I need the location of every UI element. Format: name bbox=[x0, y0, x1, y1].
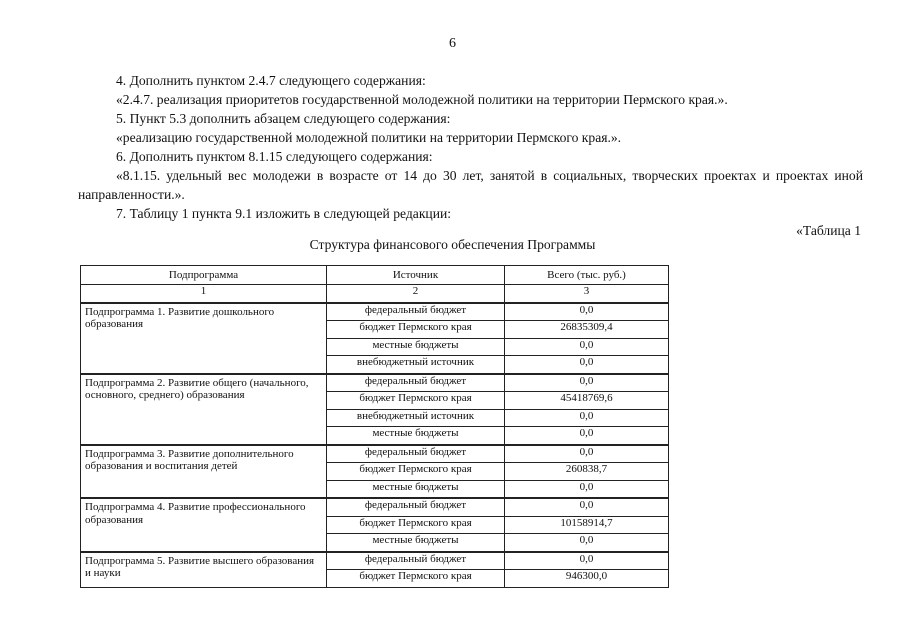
table-label: «Таблица 1 bbox=[796, 223, 861, 238]
table-row bbox=[81, 552, 669, 570]
header-subprogram: Подпрограмма bbox=[81, 266, 327, 285]
column-number-row bbox=[81, 285, 669, 303]
funding-source: федеральный бюджет bbox=[327, 552, 505, 570]
funding-total: 0,0 bbox=[505, 480, 669, 498]
funding-total: 0,0 bbox=[505, 338, 669, 356]
column-number: 2 bbox=[327, 285, 505, 303]
funding-source: местные бюджеты bbox=[327, 534, 505, 552]
funding-source: местные бюджеты bbox=[327, 427, 505, 445]
funding-total: 10158914,7 bbox=[505, 516, 669, 534]
subprogram-name: Подпрограмма 3. Развитие дополнительного образования и воспитания детей bbox=[81, 445, 327, 499]
table-row bbox=[81, 374, 669, 392]
funding-source: федеральный бюджет bbox=[327, 374, 505, 392]
funding-total: 0,0 bbox=[505, 498, 669, 516]
page-number: 6 bbox=[449, 36, 456, 51]
paragraph-4: 4. Дополнить пунктом 2.4.7 следующего содержания: bbox=[116, 73, 426, 88]
paragraph-5: 5. Пункт 5.3 дополнить абзацем следующего содержания: bbox=[116, 111, 451, 126]
header-total: Всего (тыс. руб.) bbox=[505, 266, 669, 285]
table-header-row bbox=[81, 266, 669, 285]
funding-total: 0,0 bbox=[505, 427, 669, 445]
funding-source: местные бюджеты bbox=[327, 338, 505, 356]
funding-source: бюджет Пермского края bbox=[327, 392, 505, 410]
table-row bbox=[81, 303, 669, 321]
subprogram-name: Подпрограмма 4. Развитие профессионального образования bbox=[81, 498, 327, 552]
funding-total: 0,0 bbox=[505, 534, 669, 552]
funding-source: федеральный бюджет bbox=[327, 303, 505, 321]
column-number: 1 bbox=[81, 285, 327, 303]
funding-source: бюджет Пермского края bbox=[327, 570, 505, 588]
financing-table bbox=[80, 265, 669, 588]
funding-source: федеральный бюджет bbox=[327, 498, 505, 516]
subprogram-name: Подпрограмма 1. Развитие дошкольного образования bbox=[81, 303, 327, 374]
funding-total: 0,0 bbox=[505, 445, 669, 463]
funding-source: внебюджетный источник bbox=[327, 356, 505, 374]
funding-total: 0,0 bbox=[505, 303, 669, 321]
paragraph-7: 7. Таблицу 1 пункта 9.1 изложить в следующей редакции: bbox=[116, 206, 452, 221]
funding-source: внебюджетный источник bbox=[327, 409, 505, 427]
funding-source: бюджет Пермского края bbox=[327, 321, 505, 339]
funding-source: федеральный бюджет bbox=[327, 445, 505, 463]
funding-total: 0,0 bbox=[505, 356, 669, 374]
paragraph-2-4-7: «2.4.7. реализация приоритетов государственной молодежной политики на территории Пермского края.». bbox=[116, 92, 728, 107]
table-row bbox=[81, 445, 669, 463]
paragraph-6: 6. Дополнить пунктом 8.1.15 следующего содержания: bbox=[116, 149, 433, 164]
funding-total: 45418769,6 bbox=[505, 392, 669, 410]
funding-total: 260838,7 bbox=[505, 463, 669, 481]
funding-total: 0,0 bbox=[505, 552, 669, 570]
subprogram-name: Подпрограмма 2. Развитие общего (начального, основного, среднего) образования bbox=[81, 374, 327, 445]
table-row bbox=[81, 498, 669, 516]
funding-total: 946300,0 bbox=[505, 570, 669, 588]
funding-total: 0,0 bbox=[505, 374, 669, 392]
subprogram-name: Подпрограмма 5. Развитие высшего образования и науки bbox=[81, 552, 327, 588]
paragraph-8-1-15: «8.1.15. удельный вес молодежи в возрасте от 14 до 30 лет, занятой в социальных, творческих проектах и проектах иной направленности.». bbox=[78, 168, 863, 202]
column-number: 3 bbox=[505, 285, 669, 303]
table-title: Структура финансового обеспечения Программы bbox=[309, 237, 596, 252]
funding-source: бюджет Пермского края bbox=[327, 516, 505, 534]
funding-source: местные бюджеты bbox=[327, 480, 505, 498]
header-source: Источник bbox=[327, 266, 505, 285]
funding-total: 26835309,4 bbox=[505, 321, 669, 339]
funding-total: 0,0 bbox=[505, 409, 669, 427]
funding-source: бюджет Пермского края bbox=[327, 463, 505, 481]
paragraph-5-3-text: «реализацию государственной молодежной политики на территории Пермского края.». bbox=[116, 130, 622, 145]
